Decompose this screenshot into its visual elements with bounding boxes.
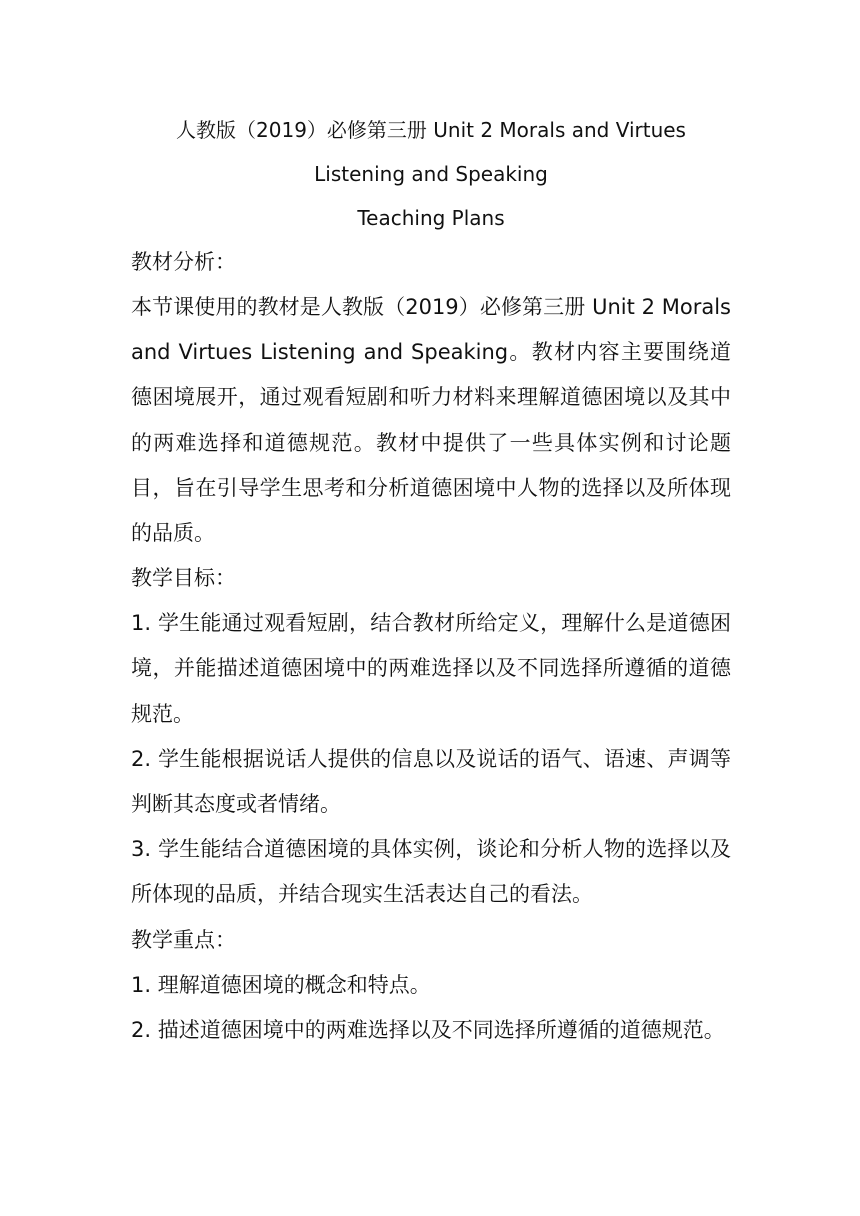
section-heading-material-analysis: 教材分析： <box>131 250 236 274</box>
document-subtitle: Listening and Speaking <box>314 162 548 186</box>
objective-item: 3. 学生能结合道德困境的具体实例，谈论和分析人物的选择以及所体现的品质，并结合现实生活表达自己的看法。 <box>131 837 731 907</box>
paragraph: 本节课使用的教材是人教版（2019）必修第三册 Unit 2 Morals and Virtues Listening and Speaking。教材内容主要围绕道德困境展开，通过观看短剧和听力材料来理解道德困境以及其中的两难选择和道德规范。教材中提供了一些具体实例和讨论题目，旨在引导学生思考和分析道德困境中人物的选择以及所体现的品质。 <box>131 295 731 546</box>
focus-item: 2. 描述道德困境中的两难选择以及不同选择所遵循的道德规范。 <box>131 1017 725 1042</box>
objective-item: 2. 学生能根据说话人提供的信息以及说话的语气、语速、声调等判断其态度或者情绪。 <box>131 746 731 817</box>
section-heading-teaching-objectives: 教学目标： <box>131 566 236 591</box>
document-plan-label: Teaching Plans <box>357 206 505 230</box>
focus-item: 1. 理解道德困境的概念和特点。 <box>131 972 431 997</box>
document-page <box>131 108 731 1053</box>
section-heading-teaching-focus: 教学重点： <box>131 927 236 952</box>
objective-item: 1. 学生能通过观看短剧，结合教材所给定义，理解什么是道德困境，并能描述道德困境中的两难选择以及不同选择所遵循的道德规范。 <box>131 611 731 726</box>
document-title: 人教版（2019）必修第三册 Unit 2 Morals and Virtues <box>176 118 686 142</box>
